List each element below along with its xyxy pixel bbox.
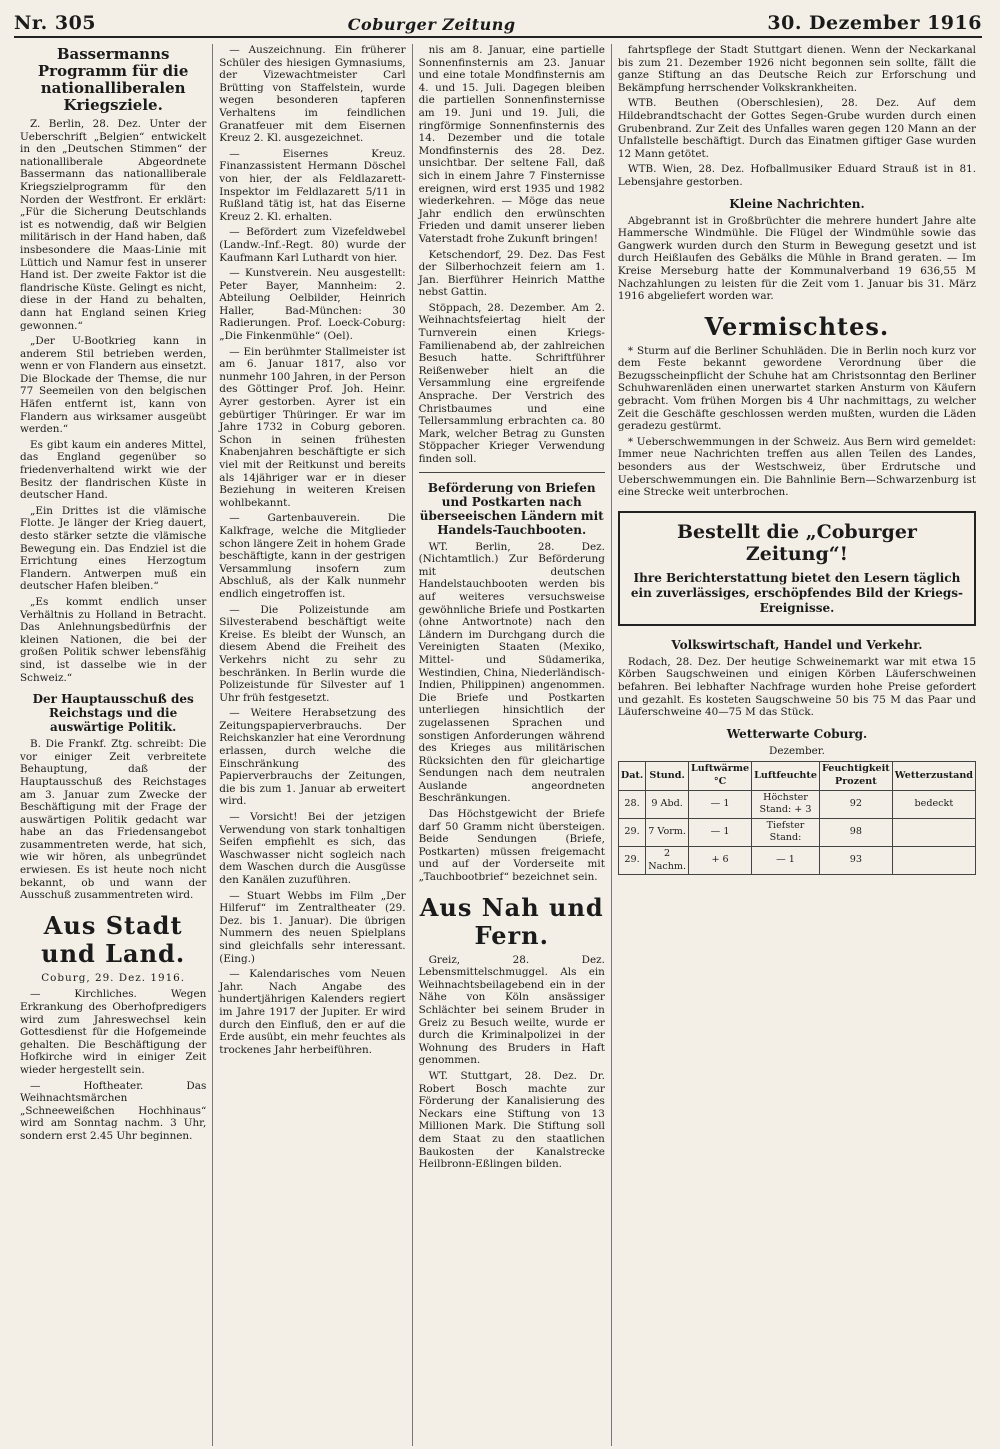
advert-subtitle: Ihre Berichterstattung bietet den Lesern täglich ein zuverlässiges, erschöpfendes Bild der Kriegs-Ereignisse.	[630, 570, 964, 615]
paragraph: WT. Berlin, 28. Dez. (Nichtamtlich.) Zur Beförderung mit deutschen Handelstauchbooten werden bis auf weiteres versuchsweise gewöhnliche Briefe und Postkarten (ohne Antwortnote) nach den Ländern im Durchgang durch die Vereinigten Staaten (Mexiko, Mittel- und Südamerika, Westindien, China, Niederländisch-Indien, Philippinen) angenommen. Die Briefe und Postkarten unterliegen hinsichtlich der zugelassenen Sprachen und sonstigen Anforderungen während des Krieges aus militärischen Rücksichten den für gleichartige Sendungen nach dem neutralen Auslande angeordneten Beschränkungen.	[418, 540, 605, 805]
table-cell	[892, 846, 975, 874]
paragraph: — Kalendarisches vom Neuen Jahr. Nach Angabe des hundertjährigen Kalenders regiert im Jahre 1917 der Jupiter. Er wird durch den Einfluß, den er auf die Erde ausübt, ein mehr feuchtes als trockenes Jahr herbeiführen.	[219, 968, 406, 1056]
paper-title: Coburger Zeitung	[347, 15, 516, 34]
paragraph: Stöppach, 28. Dezember. Am 2. Weihnachtsfeiertag hielt der Turnverein einen Kriegs-Familienabend ab, der zahlreichen Besuch hatte. Schriftführer Reißenweber hielt an die Versammlung eine ergreifende Ansprache. Der Verstrich des Christbaumes und eine Tellersammlung erbrachten ca. 80 Mark, welcher Betrag zu Gunsten Stöppacher Krieger Verwendung finden soll.	[418, 301, 605, 465]
table-cell: 92	[819, 790, 892, 818]
paragraph: fahrtspflege der Stadt Stuttgart dienen. Wenn der Neckarkanal bis zum 21. Dezember 1926 nicht begonnen sein sollte, fällt die ganze Stiftung an das Deutsche Reich zur Erforschung und Bekämpfung herrschender Volkskrankheiten.	[617, 44, 977, 94]
table-header-row	[618, 762, 975, 790]
paragraph: — Eisernes Kreuz. Finanzassistent Hermann Döschel von hier, der als Feldlazarett-Inspektor im Feldlazarett 5/11 in Rußland tätig ist, hat das Eiserne Kreuz 2. Kl. erhalten.	[219, 147, 406, 223]
table-row	[618, 818, 975, 846]
paragraph: Das Höchstgewicht der Briefe darf 50 Gramm nicht übersteigen. Beide Sendungen (Briefe, Postkarten) müssen freigemacht und auf der Vorderseite mit „Tauchbootbrief“ bezeichnet sein.	[418, 808, 605, 884]
paragraph: nis am 8. Januar, eine partielle Sonnenfinsternis am 23. Januar und eine totale Mondfinsternis am 4. und 15. Juli. Dagegen bleiben die partiellen Sonnenfinsternisse am 19. Juni und 19. Juli, die ringförmige Sonnenfinsternis des 14. Dezember und die totale Mondfinsternis des 28. Dez. unsichtbar. Der seltene Fall, daß sich in einem Jahre 7 Finsternisse ereignen, wird erst 1935 und 1982 wiederkehren. — Möge das neue Jahr endlich den erwünschten Frieden und damit unserer lieben Vaterstadt frohe Zukunft bringen!	[418, 44, 605, 245]
paragraph: Rodach, 28. Dez. Der heutige Schweinemarkt war mit etwa 15 Körben Saugschweinen und einigen Körben Läuferschweinen befahren. Bei lebhafter Nachfrage wurden hohe Preise gefordert und gezahlt. Es kosteten Saugschweine 50 bis 75 M das Paar und Läuferschweine 40—75 M das Stück.	[617, 655, 977, 719]
subscription-advert	[618, 511, 976, 626]
column-2	[213, 44, 412, 1446]
paragraph: — Stuart Webbs im Film „Der Hilferuf“ im Zentraltheater (29. Dez. bis 1. Januar). Die übrigen Nummern des neuen Spielplans sind gleichfalls sehr interessant. (Eing.)	[219, 889, 406, 965]
column-3	[413, 44, 612, 1446]
table-cell: 29.	[618, 846, 645, 874]
table-cell: Tiefster Stand:	[752, 818, 820, 846]
headline-tauchboote: Beförderung von Briefen und Postkarten nach überseeischen Ländern mit Handels-Tauchbooten.	[419, 480, 604, 537]
paragraph: B. Die Frankf. Ztg. schreibt: Die vor einiger Zeit verbreitete Behauptung, daß der Hauptausschuß des Reichstages am 3. Januar zum Zwecke der Beschäftigung mit der Frage der auswärtigen Politik gedacht war habe an das Friedensangebot zusammentreten werde, hat sich, wie wir hören, als unbegründet erwiesen. Es ist heute noch nicht bekannt, ob und wann der Ausschuß zusammentreten wird.	[20, 738, 207, 902]
table-cell: 98	[819, 818, 892, 846]
table-cell: 9 Abd.	[646, 790, 689, 818]
table-row	[618, 790, 975, 818]
table-caption: Dezember.	[769, 744, 825, 757]
headline-wetterwarte: Wetterwarte Coburg.	[726, 726, 868, 741]
paragraph: — Ein berühmter Stallmeister ist am 6. Januar 1817, also vor nunmehr 100 Jahren, in der Person des Göttinger Prof. Joh. Heinr. Ayrer gestorben. Ayrer ist ein gebürtiger Thüringer. Er war im Jahre 1732 in Coburg geboren. Schon in seinen frühesten Knabenjahren beschäftigte er sich viel mit der Reitkunst und bereits als 14jähriger war er in dieser Beziehung in weiteren Kreisen wohlbekannt.	[219, 345, 406, 509]
section-title-vermischtes: Vermischtes.	[704, 311, 890, 341]
paragraph: „Ein Drittes ist die vlämische Flotte. Je länger der Krieg dauert, desto stärker setzte die vlämische Bewegung ein. Das Endziel ist die Errichtung eines Herzogtum Flandern. Antwerpen muß ein deutscher Hafen bleiben.“	[20, 504, 207, 593]
table-cell: 7 Vorm.	[646, 818, 689, 846]
table-row	[618, 846, 975, 874]
section-title-stadt-land: Aus Stadt und Land.	[41, 910, 186, 968]
paragraph: Es gibt kaum ein anderes Mittel, das England gegenüber so friedenverhaltend wirkt wie der Besitz der flandrischen Küste in deutscher Hand.	[20, 438, 207, 502]
table-cell: 28.	[618, 790, 645, 818]
table-cell: 2 Nachm.	[646, 846, 689, 874]
paragraph: Z. Berlin, 28. Dez. Unter der Ueberschrift „Belgien“ entwickelt in den „Deutschen Stimmen“ der nationalliberale Abgeordnete Bassermann das nationalliberale Kriegszielprogramm für den Norden der Westfront. Er erklärt: „Für die Sicherung Deutschlands ist es notwendig, daß wir Belgien militärisch in der Hand haben, daß insbesondere die Maas-Linie mit Lüttich und Namur fest in unserer Hand ist. Der zweite Faktor ist die flandrische Küste. Gelingt es nicht, diese in der Hand zu behalten, dann hat England seinen Krieg gewonnen.“	[20, 118, 207, 332]
header-cell: Dat.	[618, 762, 645, 790]
table-cell: 93	[819, 846, 892, 874]
divider	[419, 472, 605, 473]
paragraph: — Hoftheater. Das Weihnachtsmärchen „Schneeweißchen Hochhinaus“ wird am Sonntag nachm. 3 Uhr, sondern erst 2.45 Uhr beginnen.	[20, 1079, 207, 1142]
paragraph: * Sturm auf die Berliner Schuhläden. Die in Berlin noch kurz vor dem Feste bekannt gewordene Verordnung über die Bezugsscheinpflicht der Schuhe hat am Christsonntag den Berliner Schuhwarenläden einen unerwartet starken Ansturm von Käufern gebracht. Vom frühen Morgen bis 4 Uhr nachmittags, zu welcher Zeit die Geschäfte geschlossen werden mußten, wurden die Läden geradezu gestürmt.	[617, 344, 977, 433]
columns	[14, 44, 982, 1446]
table-cell: — 1	[689, 790, 752, 818]
headline-kleine-nachrichten: Kleine Nachrichten.	[729, 196, 865, 211]
paragraph: — Befördert zum Vizefeldwebel (Landw.-Inf.-Regt. 80) wurde der Kaufmann Karl Luthardt von hier.	[219, 226, 406, 264]
table-cell: + 6	[689, 846, 752, 874]
paragraph: — Weitere Herabsetzung des Zeitungspapierverbrauchs. Der Reichskanzler hat eine Verordnung erlassen, durch welche die Einschränkung des Papierverbrauchs der Zeitungen, die bis zum 1. Januar ab erweitert wird.	[219, 707, 406, 808]
advert-title: Bestellt die „Coburger Zeitung“!	[676, 520, 917, 565]
table-cell: bedeckt	[892, 790, 975, 818]
paragraph: — Kunstverein. Neu ausgestellt: Peter Bayer, Mannheim: 2. Abteilung Oelbilder, Heinrich Haller, Bad-München: 30 Radierungen. Prof. Loeck-Coburg: „Die Finkenmühle“ (Oel).	[219, 267, 406, 343]
headline-volkswirtschaft: Volkswirtschaft, Handel und Verkehr.	[671, 637, 923, 652]
paragraph: — Gartenbauverein. Die Kalkfrage, welche die Mitglieder schon längere Zeit in hohem Grade beschäftigte, kann in der gestrigen Versammlung insofern zum Abschluß, als der Kalk nunmehr endlich eingetroffen ist.	[219, 512, 406, 600]
dateline: Coburg, 29. Dez. 1916.	[41, 971, 186, 984]
paragraph: — Die Polizeistunde am Silvesterabend beschäftigt weite Kreise. Es bleibt der Wunsch, an diesem Abend die Freiheit des Verkehrs nicht zu sehr zu beschränken. In Berlin wurde die Polizeistunde für Silvester auf 1 Uhr früh festgesetzt.	[219, 603, 406, 704]
paragraph: „Der U-Bootkrieg kann in anderem Stil betrieben werden, wenn er von Flandern aus einsetzt. Die Blockade der Themse, die nur 77 Seemeilen von den belgischen Häfen entfernt ist, kann von Flandern aus wirksamer ausgeübt werden.“	[20, 335, 207, 436]
table-cell: — 1	[752, 846, 820, 874]
header-cell: Wetterzustand	[892, 762, 975, 790]
paragraph: * Ueberschwemmungen in der Schweiz. Aus Bern wird gemeldet: Immer neue Nachrichten treffen aus allen Teilen des Landes, besonders aus der Westschweiz, über Erdrutsche und Ueberschwemmungen ein. Die Bahnlinie Bern—Schwarzenburg ist eine Strecke weit unterbrochen.	[617, 435, 977, 499]
section-title-nah-fern: Aus Nah und Fern.	[419, 892, 604, 950]
table-cell: 29.	[618, 818, 645, 846]
paragraph: WTB. Wien, 28. Dez. Hofballmusiker Eduard Strauß ist in 81. Lebensjahre gestorben.	[617, 163, 977, 188]
paragraph: — Vorsicht! Bei der jetzigen Verwendung von stark tonhaltigen Seifen empfiehlt es sich, das Waschwasser nicht sogleich nach dem Waschen durch die Ausgüsse den Kanälen zuzuführen.	[219, 811, 406, 886]
headline-bassermann: Bassermanns Programm für die nationalliberalen Kriegsziele.	[37, 45, 189, 114]
table-cell: — 1	[689, 818, 752, 846]
column-1	[14, 44, 213, 1446]
paragraph: „Es kommt endlich unser Verhältnis zu Holland in Betracht. Das Anlehnungsbedürfnis der kleinen Nationen, die bei der großen Politik schwer lebensfähig sind, ist dasselbe wie in der Schweiz.“	[20, 595, 207, 684]
paragraph: WTB. Beuthen (Oberschlesien), 28. Dez. Auf dem Hildebrandtschacht der Gottes Segen-Grube wurden durch einen Grubenbrand. Zur Zeit des Unfalles waren gegen 120 Mann an der Unfallstelle beschäftigt. Durch das Einatmen giftiger Gase wurden 12 Mann getötet.	[617, 97, 977, 160]
paragraph: Ketschendorf, 29. Dez. Das Fest der Silberhochzeit feiern am 1. Jan. Bierführer Heinrich Matthe nebst Gattin.	[418, 248, 605, 299]
paragraph: — Kirchliches. Wegen Erkrankung des Oberhofpredigers wird zum Jahreswechsel kein Gottesdienst für die Hofgemeinde gehalten. Die Beschäftigung der Hofkirche wird in einiger Zeit wieder hergestellt sein.	[20, 988, 207, 1076]
issue-number: Nr. 305	[14, 12, 97, 34]
header-cell: Feuchtigkeit Prozent	[819, 762, 892, 790]
table-cell	[892, 818, 975, 846]
headline-hauptausschuss: Der Hauptausschuß des Reichstags und die auswärtige Politik.	[32, 692, 194, 735]
header-cell: Stund.	[646, 762, 689, 790]
paragraph: WT. Stuttgart, 28. Dez. Dr. Robert Bosch machte zur Förderung der Kanalisierung des Neckars eine Stiftung von 13 Millionen Mark. Die Stiftung soll dem Staat zu den staatlichen Baukosten der Kanalstrecke Heilbronn-Eßlingen bilden.	[418, 1069, 605, 1171]
paragraph: — Auszeichnung. Ein früherer Schüler des hiesigen Gymnasiums, der Vizewachtmeister Carl Brütting von Staffelstein, wurde wegen besonderen tapferen Verhaltens im feindlichen Granatfeuer mit dem Eisernen Kreuz 2. Kl. ausgezeichnet.	[219, 44, 406, 145]
paragraph: Greiz, 28. Dez. Lebensmittelschmuggel. Als ein Weihnachtsbeilagebend ein in der Nähe von Köln ansässiger Schlächter bei seinem Bruder in Greiz zu Besuch weilte, wurde er durch die Kriminalpolizei in der Wohnung des Bruders in Haft genommen.	[418, 953, 605, 1067]
column-4	[612, 44, 982, 1446]
header-cell: Luftfeuchte	[752, 762, 820, 790]
issue-date: 30. Dezember 1916	[767, 12, 982, 34]
weather-table	[618, 761, 976, 875]
paragraph: Abgebrannt ist in Großbrüchter die mehrere hundert Jahre alte Hammersche Windmühle. Die Flügel der Windmühle sowie das Gangwerk wurden durch den Sturm in Bewegung gesetzt und ist durch Heißlaufen des Gebälks die Mühle in Brand geraten. — Im Kreise Merseburg hatte der Kommunalverband 19 636,55 M Nachzahlungen zu leisten für die Zeit vom 1. Januar bis 31. März 1916 abgeliefert worden war.	[617, 214, 977, 303]
header-cell: Luftwärme °C	[689, 762, 752, 790]
masthead	[14, 8, 982, 38]
table-cell: Höchster Stand: + 3	[752, 790, 820, 818]
